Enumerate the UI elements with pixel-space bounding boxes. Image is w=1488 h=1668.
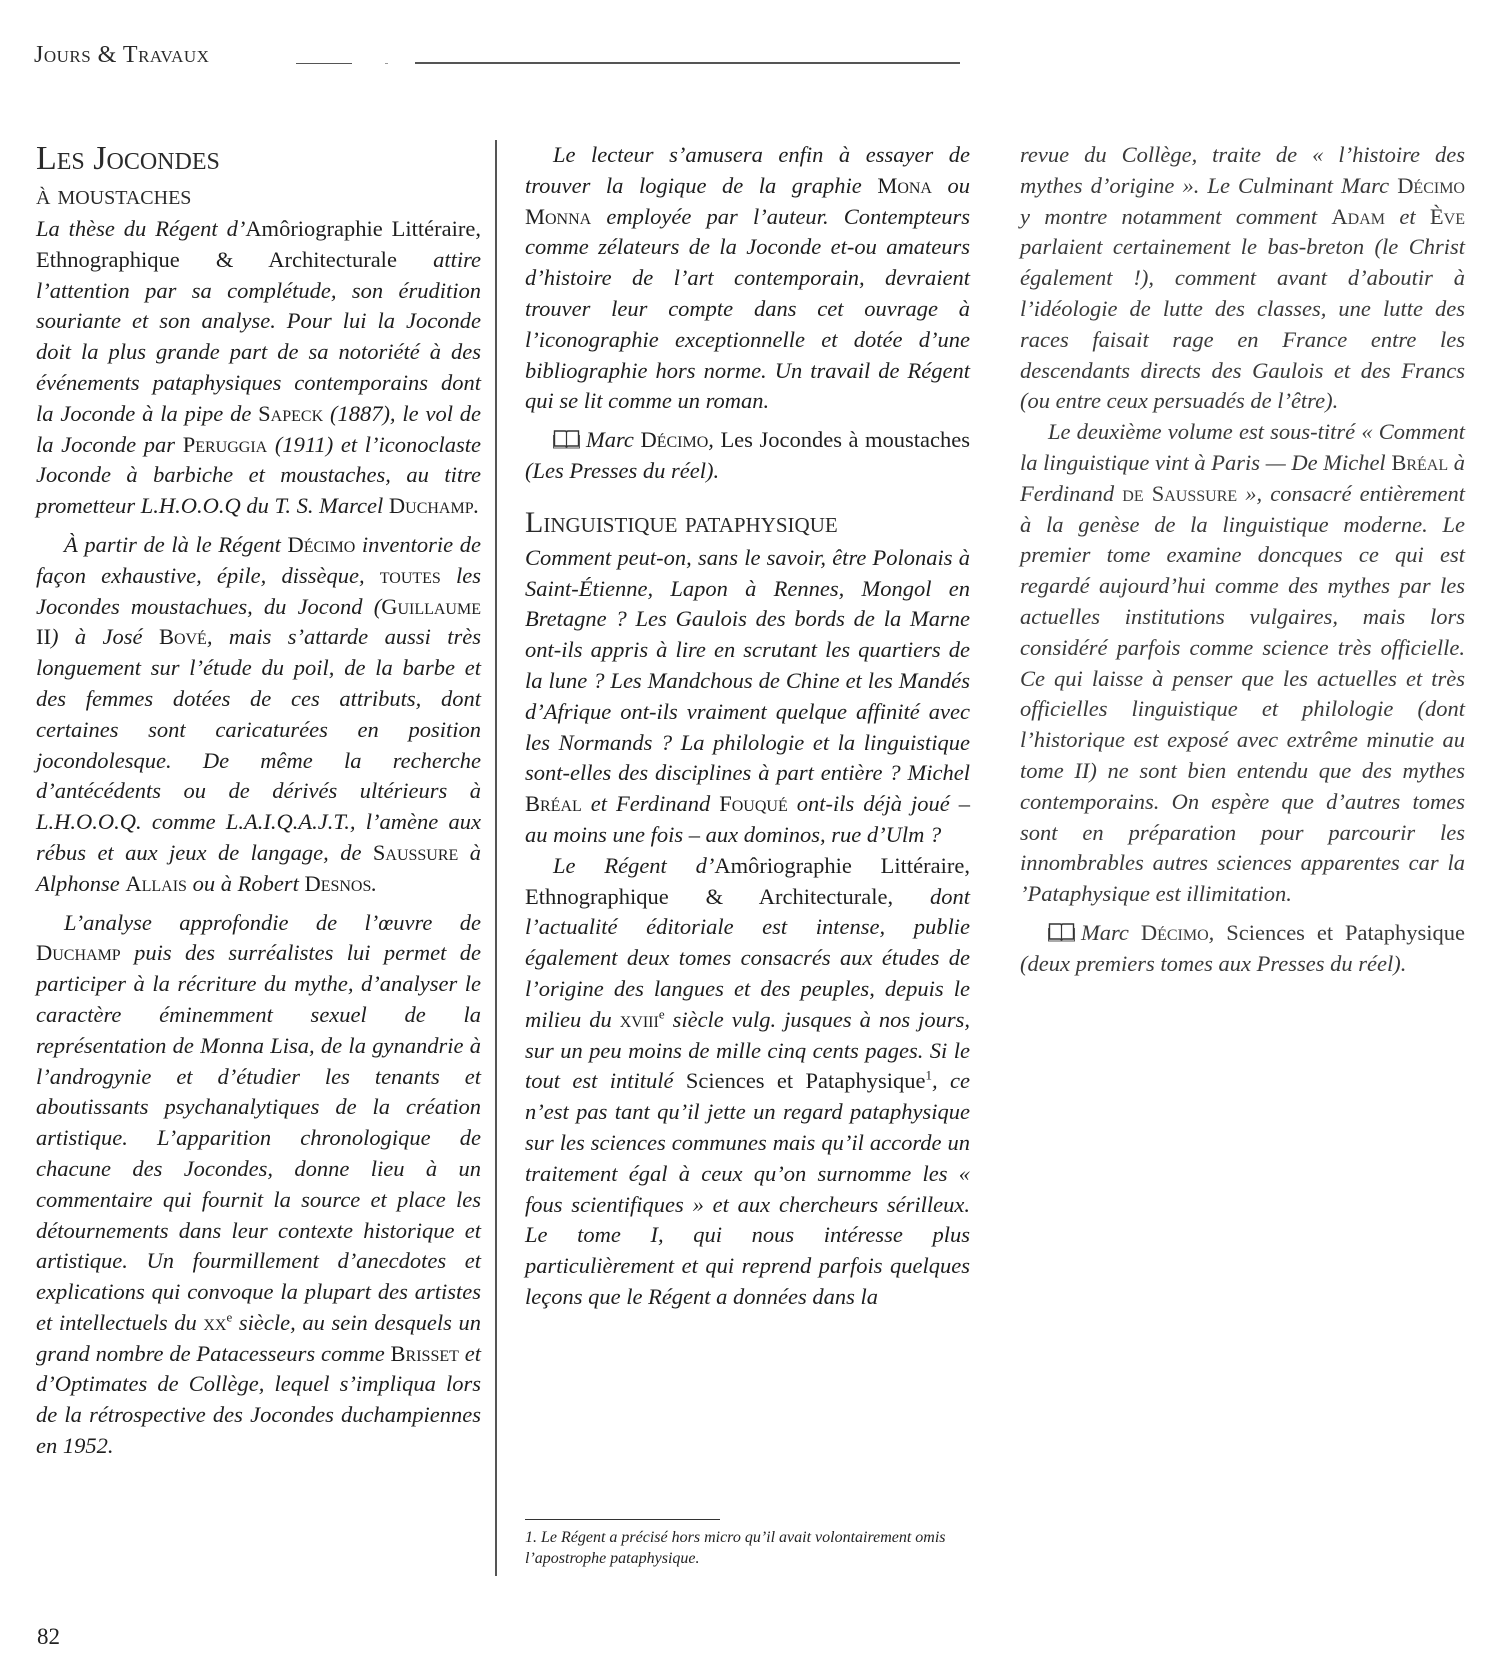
header-rule-long — [415, 62, 960, 64]
footnote: 1. Le Régent a précisé hors micro qu’il avait volontairement omis l’apostrophe pataphysique. — [525, 1529, 946, 1567]
paragraph-continued: revue du Collège, traite de « l’histoire des mythes d’origine ». Le Culminant Marc Décimo y montre notamment comment Adam et Ève parlaient certainement le bas-breton (le Christ également !), comment avant d’aboutir à l’idéologie de lutte des classes, une lutte des races faisait rage en France entre les descendants directs des Gaulois et des Francs (ou entre ceux persuadés de l’être). — [1020, 142, 1465, 414]
article-title-line1: Les Jocondes — [36, 140, 220, 177]
article-title-line2: à moustaches — [36, 180, 192, 211]
column-2 — [525, 140, 970, 1313]
header-rule-short — [296, 63, 352, 64]
column-divider — [495, 140, 497, 1576]
paragraph: Comment peut-on, sans le savoir, être Polonais à Saint-Étienne, Lapon à Rennes, Mongol en Bretagne ? Les Gaulois des bords de la Marne ont-ils appris à lire en scrutant les quartiers de la lune ? Les Mandchous de Chine et les Mandés d’Afrique ont-ils vraiment quelque affinité avec les Normands ? La philologie et la linguistique sont-elles des disciplines à part entière ? Michel Bréal et Ferdinand Fouqué ont-ils déjà joué – au moins une fois – aux dominos, rue d’Ulm ? — [525, 544, 971, 847]
page-number: 82 — [37, 1624, 60, 1649]
paragraph: L’analyse approfondie de l’œuvre de Duchamp puis des surréalistes lui permet de participer à la récriture du mythe, d’analyser le caractère éminemment sexuel de la représentation de Monna Lisa, de la gynandrie à l’androgynie et d’étudier les tenants et aboutissants psychanalytiques de la création artistique. L’apparition chronologique de chacune des Jocondes, donne lieu à un commentaire qui fournit la source et place les détournements dans leur contexte historique et artistique. Un fourmillement d’anecdotes et explications qui convoque la plupart des artistes et intellectuels du $xx^e$ siècle, au sein desquels un grand nombre de Patacesseurs comme Brisset et d’Optimates de Collège, lequel s’impliqua lors de la rétrospective des Jocondes duchampiennes en 1952. — [36, 909, 481, 1459]
running-head: Jours & Travaux — [34, 42, 210, 68]
paragraph: Le lecteur s’amusera enfin à essayer de trouver la logique de la graphie Mona ou Monna employée par l’auteur. Contempteurs comme zélateurs de la Joconde et-ou amateurs d’histoire de l’art contemporain, devraient trouver leur compte dans cet ouvrage à l’iconographie exceptionnelle et dotée d’une bibliographie hors norme. Un travail de Régent qui se lit comme un roman. — [525, 142, 971, 414]
book-icon — [553, 429, 580, 449]
paragraph: La thèse du Régent d’Amôriographie Littéraire, Ethnographique & Architecturale attire l’attention par sa complétude, son érudition souriante et son analyse. Pour lui la Joconde doit la plus grande part de sa notoriété à des événements pataphysiques contemporains dont la Joconde à la pipe de Sapeck (1887), le vol de la Joconde par Peruggia (1911) et l’iconoclaste Joconde à barbiche et moustaches, au titre prometteur L.H.O.O.Q du T. S. Marcel Duchamp. — [36, 216, 482, 519]
column-1 — [36, 140, 481, 1462]
book-reference — [1020, 918, 1465, 980]
reference-text: Marc Décimo, Les Jocondes à moustaches (Les Presses du réel). — [525, 427, 971, 483]
article-title-linguistique: Linguistique pataphysique — [525, 505, 838, 539]
paragraph: Le deuxième volume est sous-titré « Comment la linguistique vint à Paris — De Michel Bréal à Ferdinand de Saussure », consacré entièrement à la genèse de la linguistique moderne. Le premier tome examine doncques ce qui est regardé aujourd’hui comme des mythes par les actuelles institutions vulgaires, mais lors considéré parfois comme science très officielle. Ce qui laisse à penser que les actuelles et très officielles linguistique et philologie (dont l’historique est exposé avec extrême minutie au tome II) ne sont bien entendu que des mythes contemporains. On espère que d’autres tomes sont en préparation pour parcourir les innombrables autres sciences apparentes car la ’Pataphysique est illimitation. — [1020, 419, 1465, 907]
book-icon — [1048, 922, 1075, 942]
article-title-jocondes — [36, 140, 481, 214]
column-3 — [1020, 140, 1465, 980]
book-reference — [525, 425, 970, 487]
paragraph: À partir de là le Régent Décimo inventorie de façon exhaustive, épile, dissèque, toutes les Jocondes moustachues, du Jocond (Guillaume II) à José Bové, mais s’attarde aussi très longuement sur l’étude du poil, de la barbe et des femmes dotées de ces attributs, dont certaines sont caricaturées en position jocondolesque. De même la recherche d’antécédents ou de dérivés ultérieurs à L.H.O.O.Q. comme L.A.I.Q.A.J.T., l’amène aux rébus et aux jeux de langage, de Saussure à Alphonse Allais ou à Robert Desnos. — [36, 531, 482, 896]
reference-text: Marc Décimo, Sciences et Pataphysique (deux premiers tomes aux Presses du réel). — [1020, 919, 1466, 976]
header-rule-dot — [385, 63, 388, 64]
paragraph: Le Régent d’Amôriographie Littéraire, Ethnographique & Architecturale, dont l’actualité éditoriale est intense, publie également deux tomes consacrés aux études de l’origine des langues et des peuples, depuis le milieu du xviii$^e$ siècle vulg. jusques à nos jours, sur un peu moins de mille cinq cents pages. Si le tout est intitulé Sciences et Pataphysique$^1$, ce n’est pas tant qu’il jette un regard pataphysique sur les sciences communes mais qu’il accorde un traitement égal à ceux qu’on surnomme les « fous scientifiques » et aux chercheurs sérilleux. Le tome I, qui nous intéresse plus particulièrement et qui reprend parfois quelques leçons que le Régent a données dans la — [525, 852, 971, 1309]
footnote-rule — [525, 1519, 720, 1520]
